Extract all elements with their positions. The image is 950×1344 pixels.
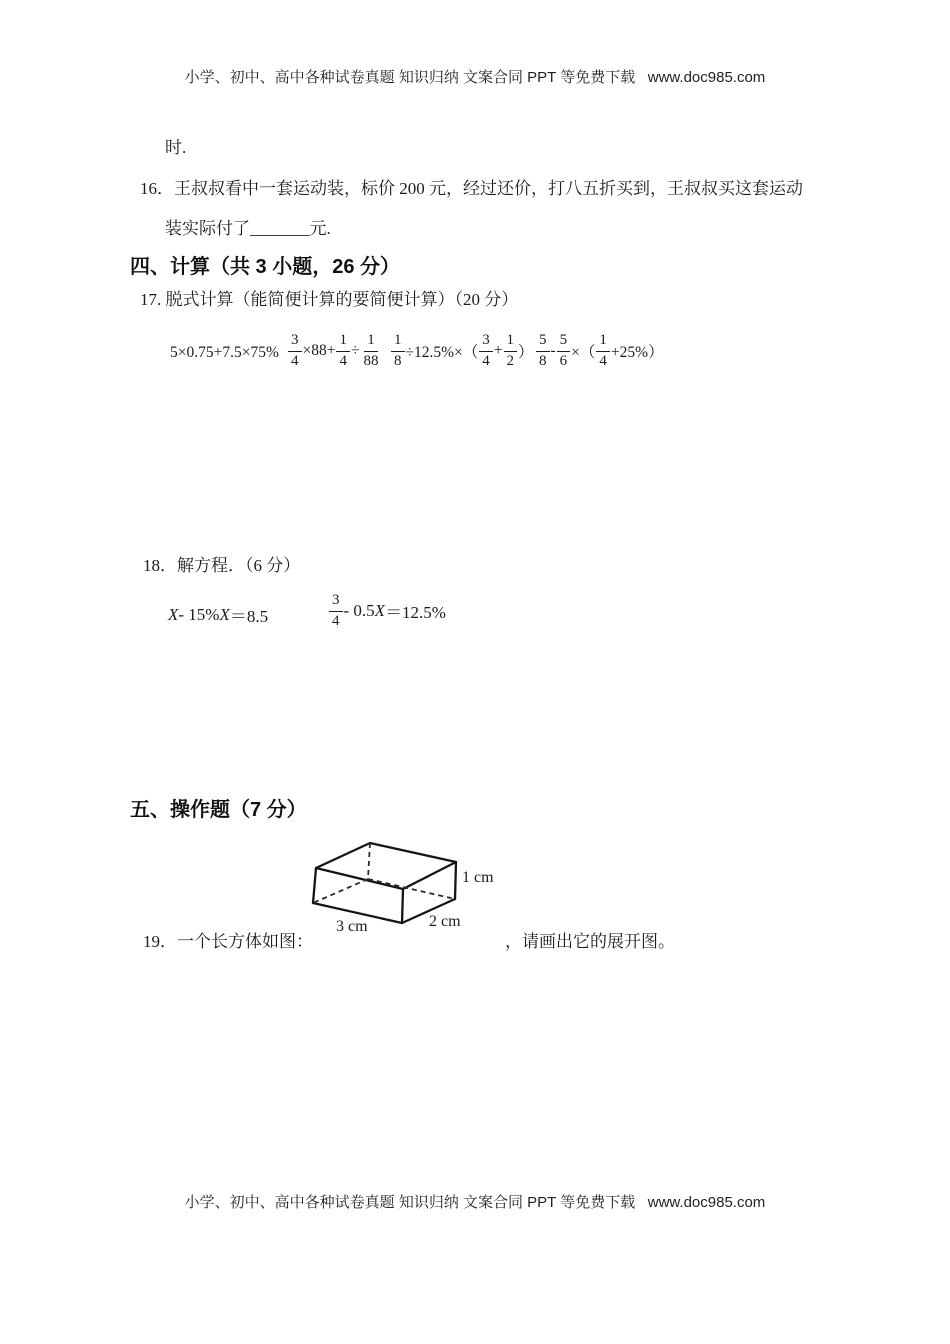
fraction	[479, 332, 493, 370]
fraction-denominator: 4	[339, 352, 347, 369]
fraction	[329, 592, 343, 630]
cuboid-edge-left	[313, 868, 316, 903]
fraction-numerator: 1	[391, 332, 405, 352]
question-19-pre: 19．一个长方体如图：	[143, 932, 313, 951]
math-text: ÷	[350, 341, 360, 359]
math-text: ÷12.5%×（	[405, 343, 479, 361]
cuboid-hidden-edge-left	[313, 879, 368, 903]
question-16-line2	[165, 218, 331, 241]
fraction-numerator: 3	[288, 332, 302, 352]
dimension-label-width: 2 cm	[429, 913, 461, 930]
fraction	[336, 332, 350, 370]
page-header	[0, 66, 950, 87]
question-16-line2-pre: 装实际付了	[165, 219, 250, 238]
math-variable: X	[374, 600, 386, 620]
fraction-numerator: 1	[364, 332, 378, 352]
math-text: +25%）	[610, 343, 664, 361]
cuboid-top-face	[316, 843, 456, 889]
math-text: ×（	[571, 343, 596, 361]
section-4-heading: 四、计算（共 3 小题，26 分）	[130, 256, 401, 278]
page-footer	[0, 1191, 950, 1212]
question-16-line2-post: 元.	[309, 219, 331, 238]
fraction	[288, 332, 302, 370]
expression-2	[287, 332, 383, 370]
math-text: -	[550, 341, 556, 359]
fraction-denominator: 4	[482, 352, 490, 369]
question-19-post: ，请画出它的展开图。	[505, 932, 675, 951]
question-18-title: 18．解方程．（6 分）	[143, 556, 301, 575]
fraction	[361, 332, 382, 370]
fraction	[504, 332, 518, 370]
fraction	[596, 332, 610, 370]
expression-3	[390, 332, 534, 370]
answer-blank: _______	[250, 219, 310, 238]
math-text: ×88+	[302, 341, 336, 359]
fraction-denominator: 88	[363, 352, 379, 369]
fraction-numerator: 5	[536, 332, 550, 352]
equation-2	[328, 592, 446, 630]
math-text: ＝8.5	[229, 607, 269, 626]
cuboid-edge-right	[455, 862, 456, 899]
cuboid-edge-front	[402, 889, 403, 923]
cuboid-figure	[298, 824, 530, 940]
expression-1	[170, 344, 279, 362]
fraction-denominator: 4	[291, 352, 299, 369]
math-text: - 15%	[178, 604, 220, 624]
fraction-denominator: 6	[559, 352, 568, 369]
fraction	[557, 332, 571, 370]
dimension-label-height: 1 cm	[462, 869, 494, 886]
fraction-denominator: 2	[506, 352, 515, 369]
fraction-numerator: 3	[479, 332, 493, 352]
fraction-denominator: 4	[599, 352, 607, 369]
math-text: 5×0.75+7.5×75%	[170, 344, 279, 361]
header-text: 小学、初中、高中各种试卷真题 知识归纳 文案合同 PPT 等免费下载 www.doc985.com	[184, 69, 766, 86]
math-text: ＝12.5%	[385, 603, 446, 623]
question-16-line1: 16．王叔叔看中一套运动装，标价 200 元，经过还价，打八五折买到，王叔叔买这套运动	[140, 179, 803, 198]
expression-4	[535, 332, 664, 370]
fraction-denominator: 8	[539, 352, 547, 369]
cuboid-hidden-edge-vertical	[368, 843, 370, 879]
fraction-numerator: 1	[336, 332, 350, 352]
math-variable: X	[219, 604, 230, 624]
math-text: +	[493, 341, 503, 359]
fraction-denominator: 4	[332, 612, 340, 629]
fraction-numerator: 1	[504, 332, 518, 352]
carryover-line: 时.	[165, 138, 187, 157]
math-text: - 0.5	[343, 600, 375, 620]
cuboid-hidden-edge-right	[368, 879, 455, 899]
math-variable: X	[168, 604, 179, 624]
fraction-numerator: 1	[596, 332, 610, 352]
math-text: ）	[518, 343, 534, 361]
question-17-title: 17. 脱式计算（能简便计算的要简便计算）（20 分）	[140, 290, 519, 309]
fraction-denominator: 8	[394, 352, 402, 369]
fraction	[536, 332, 550, 370]
section-5-heading: 五、操作题（7 分）	[130, 799, 307, 821]
dimension-label-length: 3 cm	[336, 918, 368, 935]
equation-1	[168, 602, 268, 627]
fraction-numerator: 3	[329, 592, 343, 612]
fraction-numerator: 5	[557, 332, 571, 352]
fraction	[391, 332, 405, 370]
footer-text: 小学、初中、高中各种试卷真题 知识归纳 文案合同 PPT 等免费下载 www.doc985.com	[184, 1194, 766, 1211]
